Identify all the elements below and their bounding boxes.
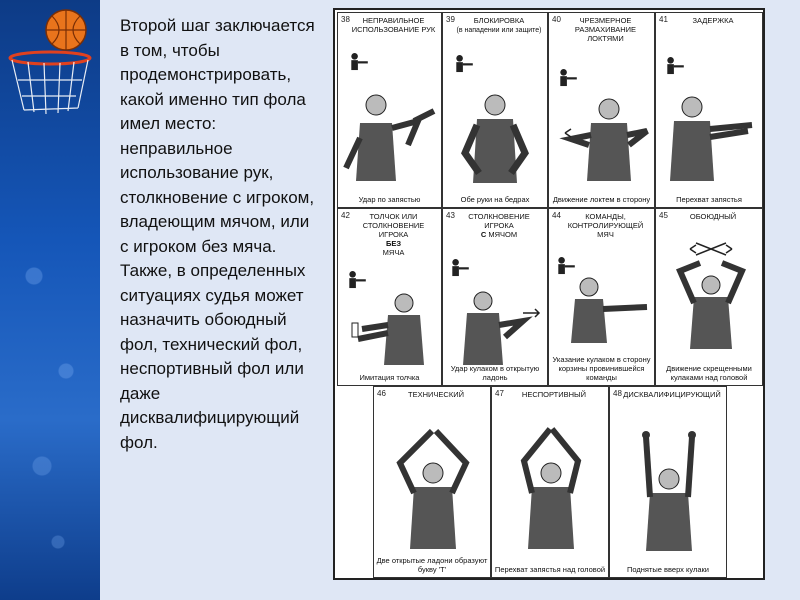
signal-card xyxy=(337,12,442,208)
signal-card xyxy=(442,12,548,208)
signal-number: 38 xyxy=(341,15,350,24)
signal-number: 45 xyxy=(659,211,668,220)
referee-figure-icon xyxy=(656,13,764,209)
signal-caption: Движение локтем в сторону xyxy=(552,195,651,204)
signal-number: 46 xyxy=(377,389,386,398)
signal-card xyxy=(337,208,442,386)
referee-figure-icon xyxy=(492,387,610,579)
referee-figure-icon xyxy=(549,13,656,209)
signal-title: ДИСКВАЛИФИЦИРУЮЩИЙ xyxy=(623,390,721,399)
signal-title-bold: С xyxy=(480,230,487,239)
basketball-hoop-icon xyxy=(0,0,100,130)
signal-title: НЕПРАВИЛЬНОЕ ИСПОЛЬЗОВАНИЕ РУК xyxy=(351,16,436,34)
signal-caption: Удар по запястью xyxy=(358,195,421,204)
signal-title-end: МЯЧОМ xyxy=(488,230,518,239)
decorative-side-strip xyxy=(0,0,100,600)
signal-card xyxy=(655,208,763,386)
signal-number: 39 xyxy=(446,15,455,24)
signal-title-bold: БЕЗ xyxy=(385,239,402,248)
signal-caption: Удар кулаком в открытую ладонь xyxy=(450,364,540,382)
signal-caption: Две открытые ладони образуют букву 'Т' xyxy=(376,556,488,574)
referee-figure-icon xyxy=(443,209,549,387)
signal-title: ЧРЕЗМЕРНОЕ РАЗМАХИВАНИЕ ЛОКТЯМИ xyxy=(574,16,637,43)
signal-title: БЛОКИРОВКА xyxy=(473,16,525,25)
signal-title: КОМАНДЫ, КОНТРОЛИРУЮЩЕЙ МЯЧ xyxy=(567,212,644,239)
signal-card xyxy=(442,208,548,386)
signal-number: 47 xyxy=(495,389,504,398)
signal-number: 40 xyxy=(552,15,561,24)
signal-title: НЕСПОРТИВНЫЙ xyxy=(521,390,587,399)
signal-card xyxy=(548,208,655,386)
signal-title: ТОЛЧОК ИЛИ СТОЛКНОВЕНИЕ ИГРОКА xyxy=(362,212,425,239)
signal-caption: Движение скрещенными кулаками над головой xyxy=(666,364,752,382)
referee-signals-chart xyxy=(333,8,765,580)
signal-number: 48 xyxy=(613,389,622,398)
signal-title: СТОЛКНОВЕНИЕ ИГРОКА xyxy=(468,212,530,230)
signal-caption: Перехват запястья над головой xyxy=(494,565,606,574)
signal-caption: Перехват запястья xyxy=(676,195,742,204)
signal-caption: Имитация толчка xyxy=(359,373,420,382)
signal-card xyxy=(548,12,655,208)
signal-title: ЗАДЕРЖКА xyxy=(692,16,734,25)
signal-number: 44 xyxy=(552,211,561,220)
signal-subtitle: (в нападении или защите) xyxy=(456,27,542,34)
referee-figure-icon xyxy=(656,209,764,387)
body-text: Второй шаг заключается в том, чтобы продемонстрировать, какой именно тип фола имел место: неправильное использование рук, столкновение с игроком, владеющим мячом, или с игроком без мяча. Также, в определенных ситуациях судья может назначить обоюдный фол, технический фол, неспортивный фол или даже дисквалифицирующий фол. xyxy=(120,16,315,452)
signal-number: 43 xyxy=(446,211,455,220)
referee-figure-icon xyxy=(374,387,492,579)
signal-title: ТЕХНИЧЕСКИЙ xyxy=(408,390,464,399)
signal-caption: Указание кулаком в сторону корзины провинившейся команды xyxy=(552,355,651,382)
signal-card xyxy=(373,386,491,578)
signal-number: 41 xyxy=(659,15,668,24)
signal-card xyxy=(655,12,763,208)
signal-title: ОБОЮДНЫЙ xyxy=(689,212,737,221)
signal-title-end: МЯЧА xyxy=(382,248,405,257)
signal-card xyxy=(609,386,727,578)
referee-figure-icon xyxy=(338,13,443,209)
signal-card xyxy=(491,386,609,578)
referee-figure-icon xyxy=(610,387,728,579)
signal-number: 42 xyxy=(341,211,350,220)
referee-figure-icon xyxy=(443,13,549,209)
signal-caption: Обе руки на бедрах xyxy=(460,195,530,204)
signal-caption: Поднятые вверх кулаки xyxy=(626,565,709,574)
referee-figure-icon xyxy=(338,209,443,387)
